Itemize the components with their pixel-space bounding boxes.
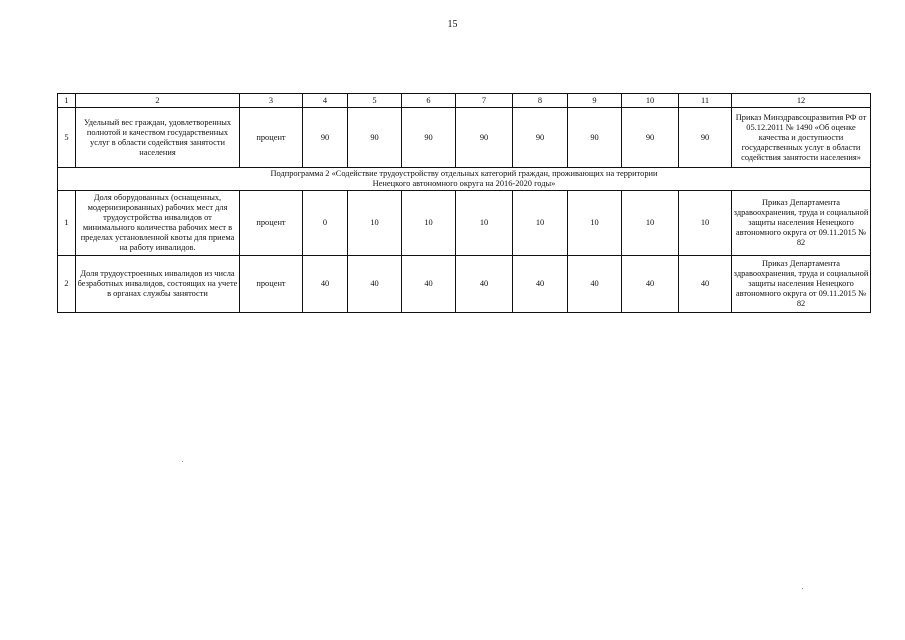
table-row (58, 108, 871, 168)
value-cell: 90 (679, 108, 732, 168)
subprogram-row (58, 168, 871, 191)
value-cell: 40 (303, 256, 348, 313)
subprogram-title (58, 168, 871, 191)
indicators-table (57, 93, 871, 313)
value-cell: 40 (456, 256, 513, 313)
header-cell: 5 (348, 94, 402, 108)
page-number: 15 (447, 19, 458, 30)
header-cell: 8 (513, 94, 568, 108)
indicator-name: Удельный вес граждан, удовлетворенных полнотой и качеством государственных услуг в области содействия занятости населения (76, 108, 240, 168)
value-cell: 10 (622, 191, 679, 256)
row-number: 1 (58, 191, 76, 256)
value-cell: 40 (679, 256, 732, 313)
header-cell: 3 (240, 94, 303, 108)
value-cell: 90 (622, 108, 679, 168)
header-cell: 6 (402, 94, 456, 108)
value-cell: 10 (456, 191, 513, 256)
row-number: 5 (58, 108, 76, 168)
value-cell: 10 (679, 191, 732, 256)
header-cell: 2 (76, 94, 240, 108)
value-cell: 40 (402, 256, 456, 313)
value-cell: 40 (622, 256, 679, 313)
value-cell: 10 (513, 191, 568, 256)
unit-cell: процент (240, 108, 303, 168)
value-cell: 10 (402, 191, 456, 256)
unit-cell: процент (240, 256, 303, 313)
value-cell: 90 (456, 108, 513, 168)
value-cell: 90 (348, 108, 402, 168)
subprogram-title-line: Подпрограмма 2 «Содействие трудоустройству отдельных категорий граждан, проживающих на территории (270, 169, 658, 178)
unit-cell: процент (240, 191, 303, 256)
value-cell: 10 (568, 191, 622, 256)
indicator-name: Доля оборудованных (оснащенных, модернизированных) рабочих мест для трудоустройства инвалидов от минимального количества рабочих мест в пределах установленной квоты для приема на работу инвалидов. (76, 191, 240, 256)
table-row (58, 256, 871, 313)
indicator-name: Доля трудоустроенных инвалидов из числа безработных инвалидов, состоящих на учете в органах службы занятости (76, 256, 240, 313)
value-cell: 90 (402, 108, 456, 168)
value-cell: 90 (513, 108, 568, 168)
value-cell: 10 (348, 191, 402, 256)
header-cell: 12 (732, 94, 871, 108)
source-document: Приказ Департамента здравоохранения, труда и социальной защиты населения Ненецкого автономного округа от 09.11.2015 № 82 (732, 256, 871, 313)
header-cell: 10 (622, 94, 679, 108)
source-document: Приказ Минздравсоцразвития РФ от 05.12.2011 № 1490 «Об оценке качества и доступности государственных услуг в области содействия занятости населения» (732, 108, 871, 168)
scan-speck (182, 461, 183, 462)
row-number: 2 (58, 256, 76, 313)
scan-speck (802, 588, 803, 589)
header-cell: 7 (456, 94, 513, 108)
value-cell: 0 (303, 191, 348, 256)
value-cell: 90 (568, 108, 622, 168)
header-cell: 9 (568, 94, 622, 108)
value-cell: 40 (568, 256, 622, 313)
value-cell: 40 (513, 256, 568, 313)
header-row (58, 94, 871, 108)
table-row (58, 191, 871, 256)
source-document: Приказ Департамента здравоохранения, труда и социальной защиты населения Ненецкого автономного округа от 09.11.2015 № 82 (732, 191, 871, 256)
value-cell: 40 (348, 256, 402, 313)
header-cell: 4 (303, 94, 348, 108)
header-cell: 11 (679, 94, 732, 108)
subprogram-title-line: Ненецкого автономного округа на 2016-2020 годы» (372, 179, 556, 188)
header-cell: 1 (58, 94, 76, 108)
value-cell: 90 (303, 108, 348, 168)
